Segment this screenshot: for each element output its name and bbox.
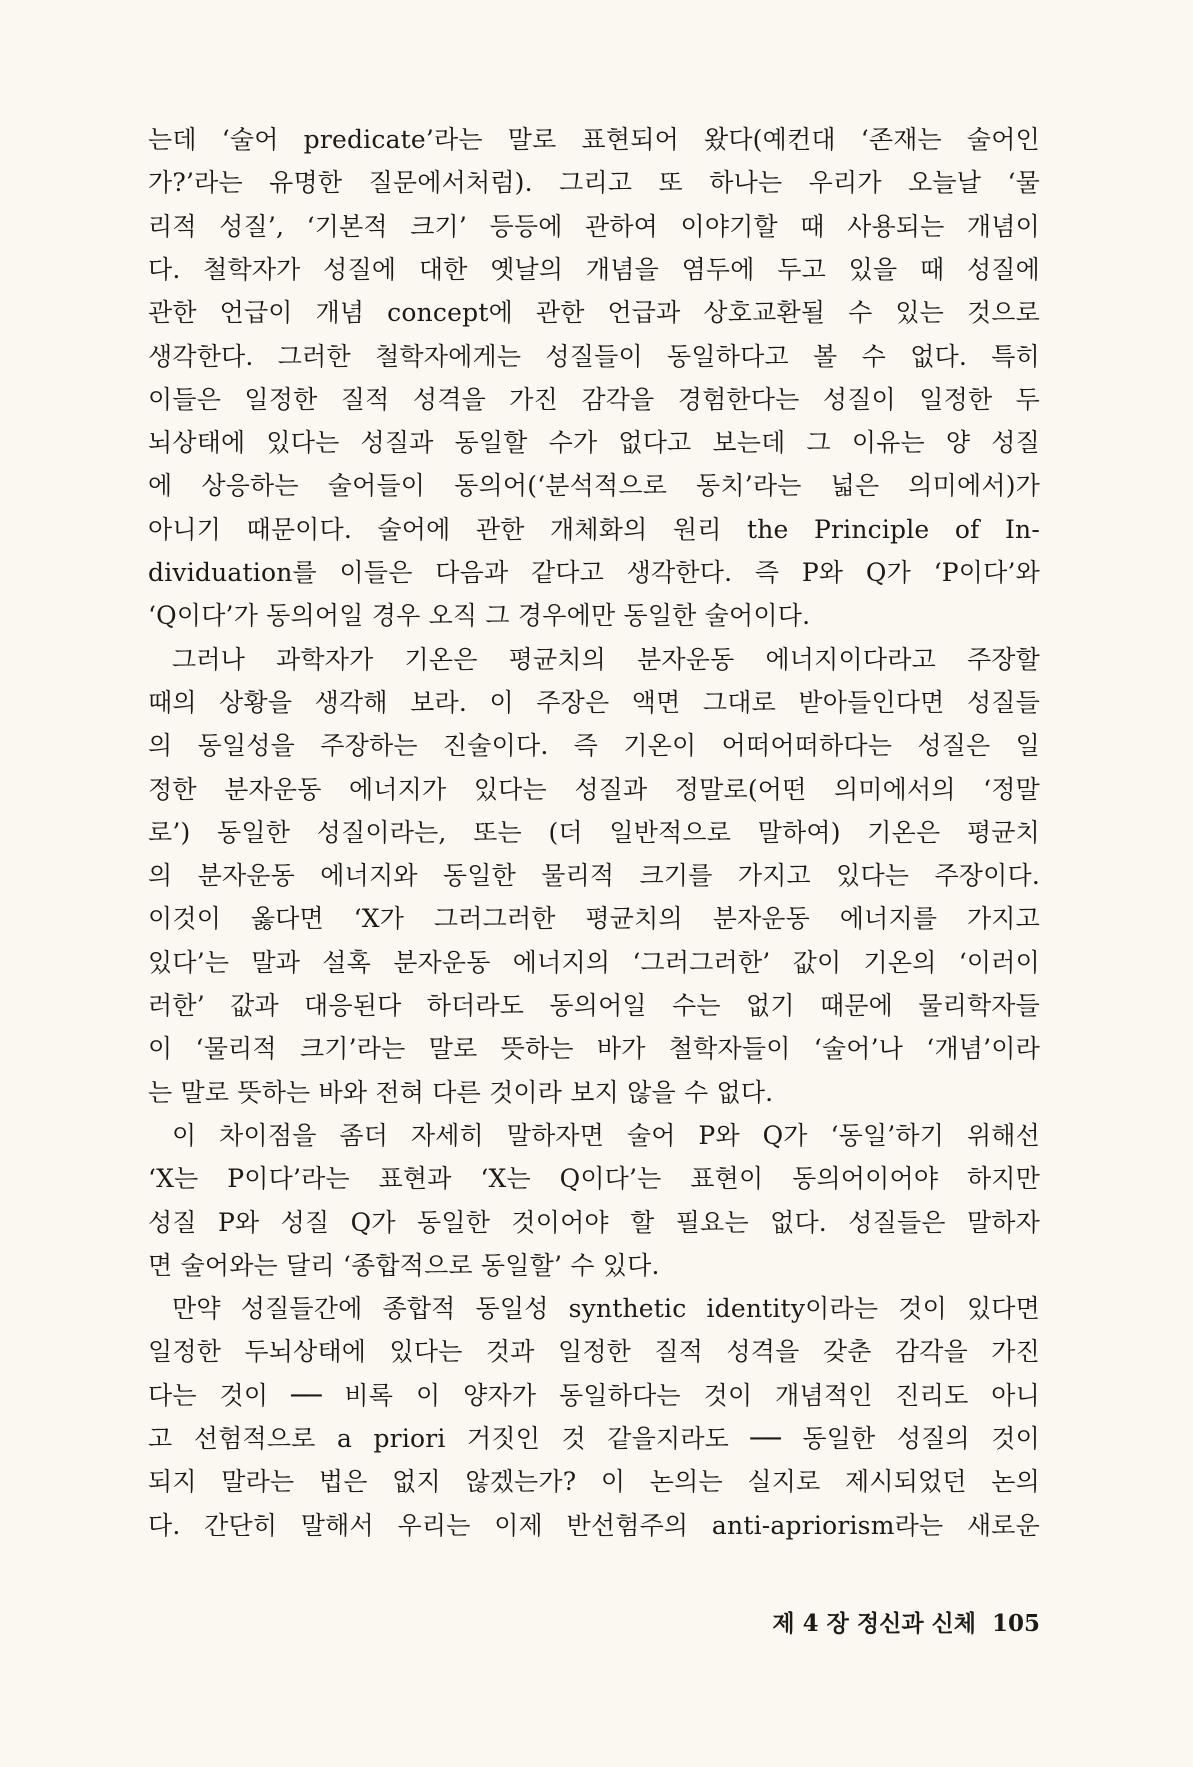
- text-line: ‘X는 P이다’라는 표현과 ‘X는 Q이다’는 표현이 동의어이어야 하지만: [148, 1164, 1040, 1194]
- text-line: 생각한다. 그러한 철학자에게는 성질들이 동일하다고 볼 수 없다. 특히: [148, 341, 1040, 371]
- text-line: 관한 언급이 개념 concept에 관한 언급과 상호교환될 수 있는 것으로: [148, 298, 1040, 328]
- text-line: 아니기 때문이다. 술어에 관한 개체화의 원리 the Principle of In-: [148, 514, 1040, 544]
- text-line: 뇌상태에 있다는 성질과 동일할 수가 없다고 보는데 그 이유는 양 성질: [148, 428, 1040, 458]
- text-line: 가?’라는 유명한 질문에서처럼). 그리고 또 하나는 우리가 오늘날 ‘물: [148, 168, 1040, 198]
- text-line: ‘Q이다’가 동의어일 경우 오직 그 경우에만 동일한 술어이다.: [148, 601, 811, 631]
- text-line: 그러나 과학자가 기온은 평균치의 분자운동 에너지이다라고 주장할: [172, 644, 1040, 674]
- text-line: 다. 간단히 말해서 우리는 이제 반선험주의 anti-apriorism라는 새로운: [148, 1510, 1040, 1540]
- text-line: 이 차이점을 좀더 자세히 말하자면 술어 P와 Q가 ‘동일’하기 위해선: [172, 1120, 1040, 1150]
- text-line: dividuation를 이들은 다음과 같다고 생각한다. 즉 P와 Q가 ‘P이다’와: [148, 558, 1040, 587]
- text-line: 되지 말라는 법은 없지 않겠는가? 이 논의는 실지로 제시되었던 논의: [148, 1467, 1040, 1497]
- text-line: 이 ‘물리적 크기’라는 말로 뜻하는 바가 철학자들이 ‘술어’나 ‘개념’이라: [148, 1034, 1040, 1064]
- text-line: 다. 철학자가 성질에 대한 옛날의 개념을 염두에 두고 있을 때 성질에: [148, 254, 1040, 284]
- text-line: 로’) 동일한 성질이라는, 또는 (더 일반적으로 말하여) 기온은 평균치: [148, 817, 1040, 847]
- text-line: 정한 분자운동 에너지가 있다는 성질과 정말로(어떤 의미에서의 ‘정말: [148, 774, 1040, 804]
- text-line: 는 말로 뜻하는 바와 전혀 다른 것이라 보지 않을 수 없다.: [148, 1077, 774, 1107]
- text-line: 때의 상황을 생각해 보라. 이 주장은 액면 그대로 받아들인다면 성질들: [148, 687, 1040, 717]
- text-line: 성질 P와 성질 Q가 동일한 것이어야 할 필요는 없다. 성질들은 말하자: [148, 1207, 1040, 1237]
- text-line: 는데 ‘술어 predicate’라는 말로 표현되어 왔다(예컨대 ‘존재는 술어인: [148, 125, 1040, 154]
- text-line: 만약 성질들간에 종합적 동일성 synthetic identity이라는 것이 있다면: [172, 1294, 1040, 1324]
- text-line: 리적 성질’, ‘기본적 크기’ 등등에 관하여 이야기할 때 사용되는 개념이: [148, 211, 1040, 241]
- page-footer: [700, 1604, 1040, 1644]
- page-number: 105: [991, 1610, 1040, 1637]
- text-line: 이들은 일정한 질적 성격을 가진 감각을 경험한다는 성질이 일정한 두: [148, 384, 1040, 414]
- text-line: 의 동일성을 주장하는 진술이다. 즉 기온이 어떠어떠하다는 성질은 일: [148, 731, 1040, 761]
- text-line: 러한’ 값과 대응된다 하더라도 동의어일 수는 없기 때문에 물리학자들: [148, 991, 1040, 1020]
- text-line: 다는 것이 ── 비록 이 양자가 동일하다는 것이 개념적인 진리도 아니: [148, 1380, 1040, 1410]
- text-line: 있다’는 말과 설혹 분자운동 에너지의 ‘그러그러한’ 값이 기온의 ‘이러이: [148, 947, 1040, 977]
- text-line: 이것이 옳다면 ‘X가 그러그러한 평균치의 분자운동 에너지를 가지고: [148, 904, 1040, 934]
- body-text: [148, 118, 1040, 1548]
- text-line: 에 상응하는 술어들이 동의어(‘분석적으로 동치’라는 넓은 의미에서)가: [148, 471, 1040, 501]
- text-line: 의 분자운동 에너지와 동일한 물리적 크기를 가지고 있다는 주장이다.: [148, 861, 1040, 891]
- text-line: 일정한 두뇌상태에 있다는 것과 일정한 질적 성격을 갖춘 감각을 가진: [148, 1337, 1040, 1367]
- running-head: 제 4 장 정신과 신체: [772, 1610, 976, 1637]
- text-line: 고 선험적으로 a priori 거짓인 것 같을지라도 ── 동일한 성질의 것이: [148, 1424, 1040, 1453]
- text-line: 면 술어와는 달리 ‘종합적으로 동일할’ 수 있다.: [148, 1250, 660, 1280]
